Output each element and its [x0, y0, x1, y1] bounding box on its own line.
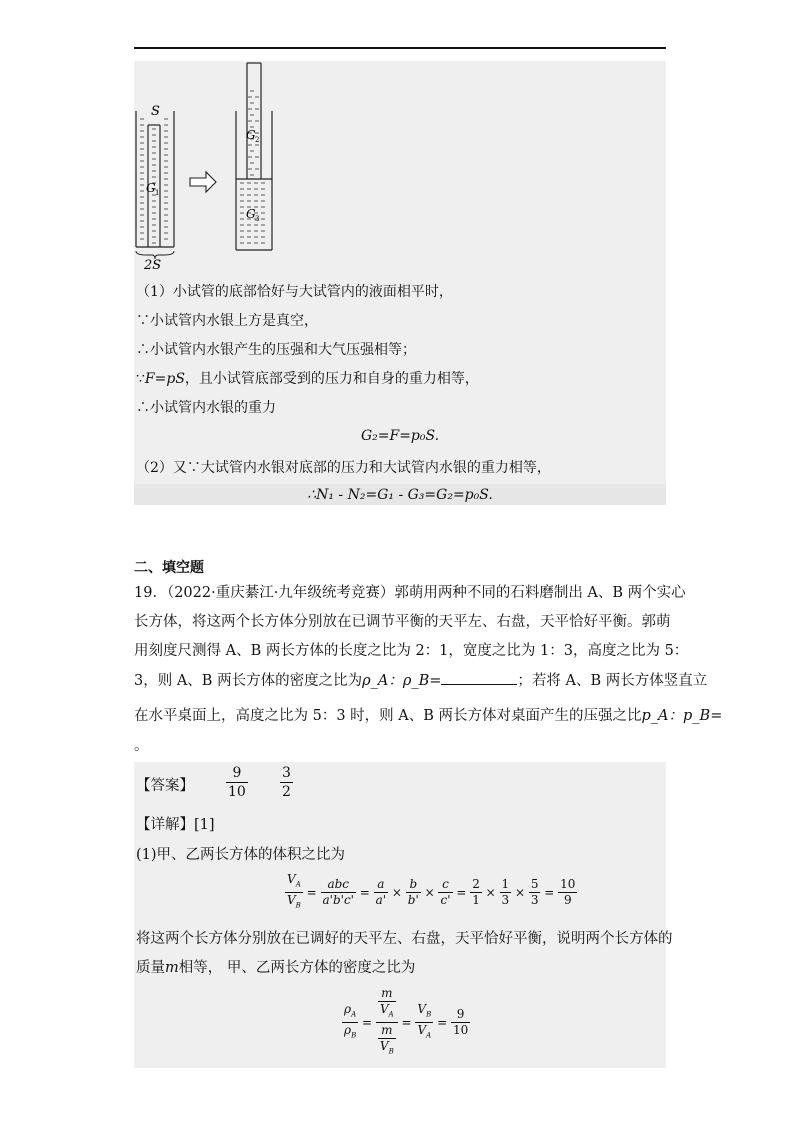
- answer-blank-1[interactable]: [441, 670, 517, 685]
- solution-line-1: （1）小试管的底部恰好与大试管内的液面相平时，: [136, 284, 453, 300]
- detail-label: 【详解】[1]: [136, 817, 215, 833]
- arrow-icon: [190, 172, 216, 192]
- label-g1-sub: 1: [155, 189, 160, 197]
- answer-label: 【答案】: [136, 778, 194, 794]
- label-g1: G: [146, 181, 156, 195]
- because-symbol: ∵: [136, 371, 145, 387]
- section-title: 二、填空题: [134, 560, 204, 576]
- label-g3: G: [246, 207, 256, 221]
- question-line-5-text: 在水平桌面上，高度之比为 5：3 时，则 A、B 两长方体对桌面产生的压强之比: [134, 708, 642, 724]
- density-ratio-symbol: ρ_A：ρ_B=: [362, 673, 442, 689]
- pressure-ratio-symbol: p_A：p_B=: [641, 708, 723, 724]
- question-line-4-rest: ；若将 A、B 两长方体竖直立: [517, 673, 708, 689]
- solution-line-6: （2）又∵大试管内水银对底部的压力和大试管内水银的重力相等，: [136, 460, 551, 476]
- answer-2-numerator: 3: [282, 765, 291, 781]
- answer-fraction-2: [280, 764, 293, 801]
- label-g3-sub: 3: [255, 215, 260, 223]
- solution-line-4: [136, 369, 479, 389]
- density-equation: $\frac{\rho_A}{\rho_B}$ = $\frac{\frac{m}{V_A}}{\frac{m}{V_B}}$ = $\frac{V_B}{V_A}$ = $\frac{9}{10}$: [344, 986, 469, 1056]
- question-line-6: 。: [134, 738, 149, 754]
- test-tube-diagram: [134, 61, 294, 276]
- answer-fraction-1: [226, 764, 248, 801]
- solution-line-2: ∵小试管内水银上方是真空，: [136, 313, 318, 329]
- solution-line-3: ∴小试管内水银产生的压强和大气压强相等；: [136, 342, 416, 358]
- question-line-4: [134, 670, 707, 691]
- detail-line-3-a: 质量: [136, 960, 165, 976]
- question-line-1: 19．（2022·重庆綦江·九年级统考竞赛）郭萌用两种不同的石料磨制出 A、B 两个实心: [134, 585, 686, 601]
- label-g2-sub: 2: [255, 136, 260, 144]
- equation-n1-n2: ∴N₁ - N₂=G₁ - G₃=G₂=p₀S.: [307, 487, 493, 503]
- detail-line-3: [136, 958, 415, 978]
- header-rule: [134, 47, 666, 49]
- question-line-4-text: 3，则 A、B 两长方体的密度之比为: [134, 673, 363, 689]
- solution-line-4-text: ，且小试管底部受到的压力和自身的重力相等，: [184, 371, 479, 387]
- solution-line-5: ∴小试管内水银的重力: [136, 400, 276, 416]
- question-line-3: 用刻度尺测得 A、B 两长方体的长度之比为 2：1，宽度之比为 1：3，高度之比为 5：: [134, 643, 689, 659]
- question-line-2: 长方体，将这两个长方体分别放在已调节平衡的天平左、右盘，天平恰好平衡。郭萌: [134, 614, 671, 630]
- question-line-5: [134, 706, 722, 726]
- label-g2: G: [246, 128, 256, 142]
- answer-1-numerator: 9: [226, 764, 248, 783]
- volume-equation: $\frac{V_A}{V_B}$ = $\frac{\text{abc}}{a'b'c'}$ = $\frac{a}{a'}$ × $\frac{b}{b'}$ × $\frac{c}{c'}$ = $\frac{2}{1}$ × $\frac{1}{3}$ × $\frac{5}{3}$ = $\frac{10}{9}$: [287, 872, 576, 910]
- answer-1-denominator: 10: [228, 784, 246, 800]
- answer-2-denominator: 2: [282, 784, 291, 800]
- mass-symbol: m: [165, 960, 179, 976]
- formula-f-ps: F=pS: [144, 371, 185, 387]
- detail-line-2: 将这两个长方体分别放在已调好的天平左、右盘，天平恰好平衡，说明两个长方体的: [136, 931, 673, 947]
- detail-line-1: (1)甲、乙两长方体的体积之比为: [136, 847, 346, 863]
- detail-line-3-b: 相等， 甲、乙两长方体的密度之比为: [178, 960, 416, 976]
- equation-g2: G₂=F=p₀S.: [360, 428, 440, 444]
- label-s: S: [151, 104, 160, 119]
- label-2s: 2S: [144, 258, 162, 273]
